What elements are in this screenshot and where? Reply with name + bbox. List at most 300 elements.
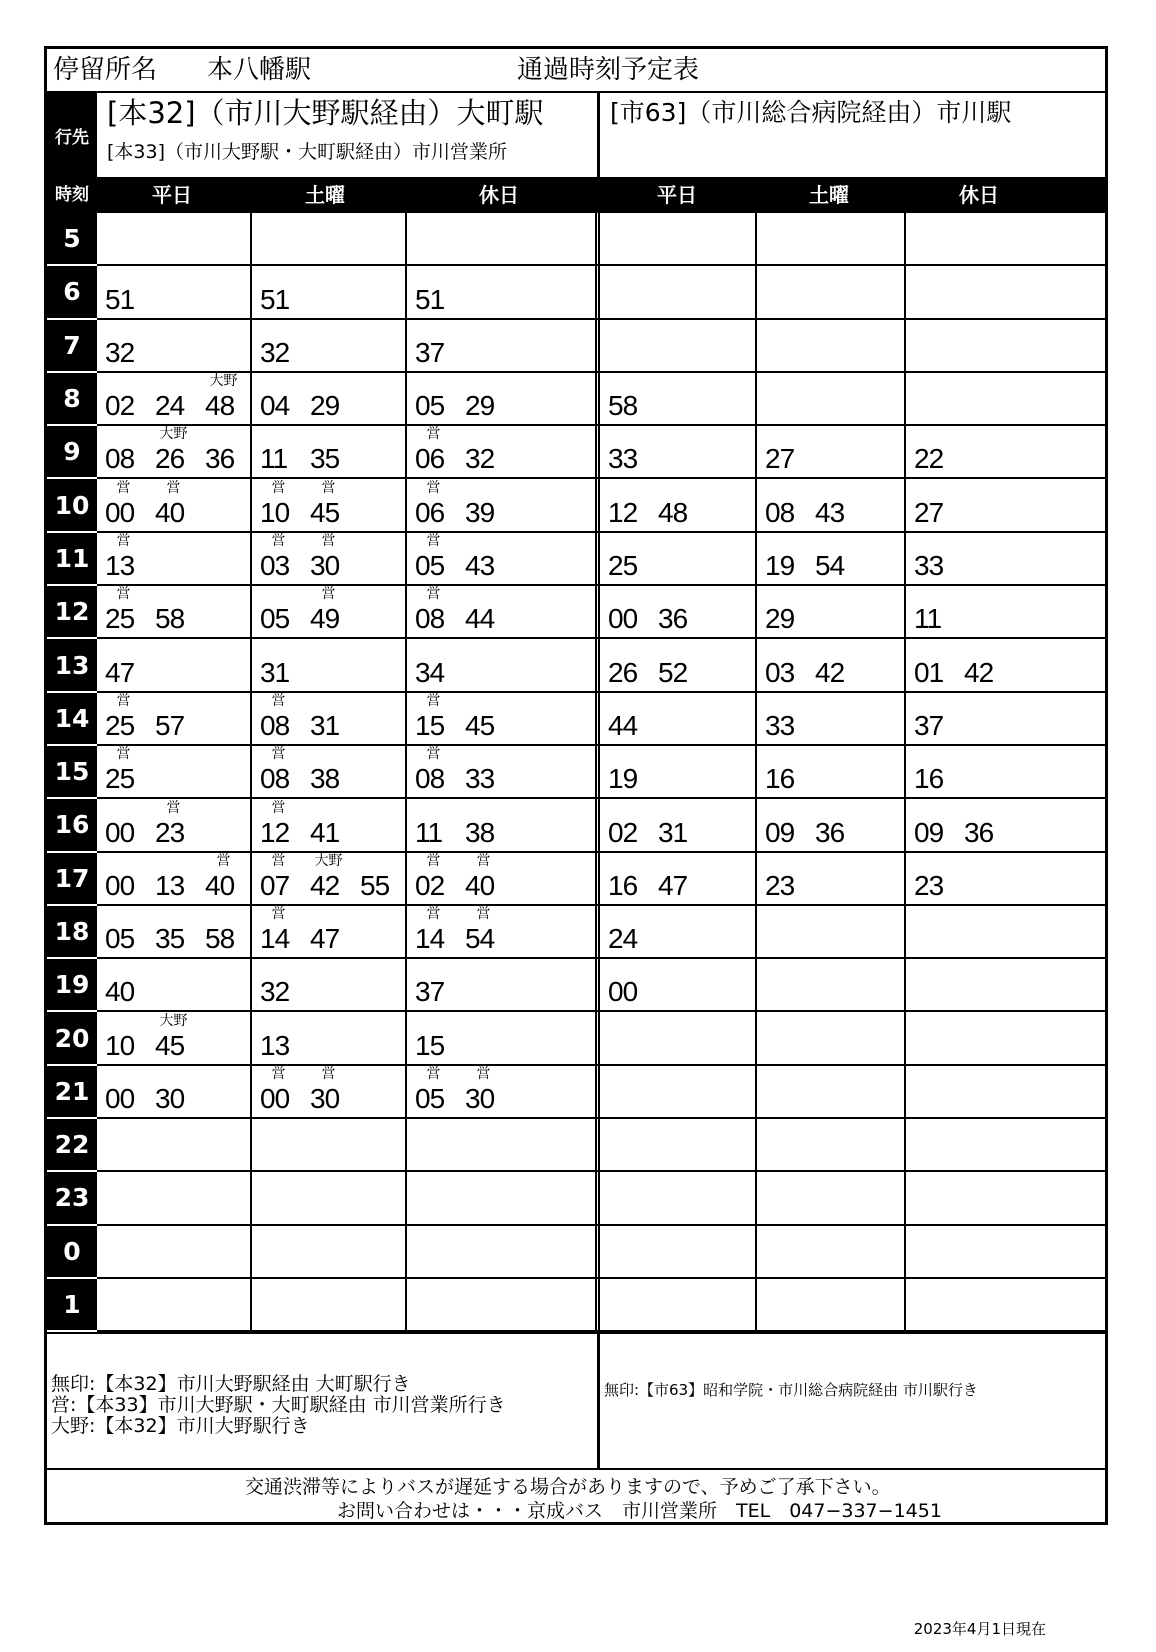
hour-row xyxy=(47,1226,1105,1279)
departure-time xyxy=(260,1030,297,1062)
departure-time xyxy=(608,976,645,1008)
route-marker: 営 xyxy=(321,585,336,602)
departure-time xyxy=(260,691,297,742)
left-holiday-cell xyxy=(407,373,600,424)
departure-minute: 41 xyxy=(310,816,340,848)
left-saturday-cell xyxy=(252,959,407,1010)
departure-minute: 38 xyxy=(310,763,340,795)
left-weekday-cell xyxy=(97,586,252,637)
departure-minute: 04 xyxy=(260,390,290,422)
hour-row xyxy=(47,533,1105,586)
right-holiday-cell xyxy=(906,853,1105,904)
route-marker: 営 xyxy=(426,745,441,762)
route-marker: 営 xyxy=(476,851,491,868)
route-ichi63-destination: [市63]（市川総合病院経由）市川駅 xyxy=(610,98,1012,127)
departure-time xyxy=(765,657,802,689)
departure-minute: 13 xyxy=(105,550,135,582)
left-saturday-cell xyxy=(252,479,407,530)
departure-minute: 23 xyxy=(914,869,944,901)
hour-label: 7 xyxy=(47,320,97,373)
hour-row xyxy=(47,1279,1105,1332)
departure-minute: 55 xyxy=(360,869,390,901)
departure-minute: 25 xyxy=(608,550,638,582)
departure-minute: 31 xyxy=(260,656,290,688)
departure-time xyxy=(608,710,645,742)
left-holiday-cell xyxy=(407,1172,600,1223)
left-weekday-cell xyxy=(97,959,252,1010)
departure-minute: 35 xyxy=(310,443,340,475)
departure-time xyxy=(608,443,645,475)
departure-minute: 58 xyxy=(608,390,638,422)
departure-time xyxy=(105,443,142,475)
departure-minute: 00 xyxy=(105,496,135,528)
departure-minute: 36 xyxy=(205,443,235,475)
departure-minute: 08 xyxy=(415,763,445,795)
departure-minute: 16 xyxy=(914,763,944,795)
departure-time xyxy=(260,603,297,635)
departure-time xyxy=(310,532,347,582)
left-weekday-cell xyxy=(97,266,252,317)
hour-row xyxy=(47,320,1105,373)
right-weekday-cell xyxy=(600,213,757,264)
hour-label: 15 xyxy=(47,746,97,799)
departure-time xyxy=(155,870,192,902)
departure-time xyxy=(105,657,142,689)
route-marker: 営 xyxy=(271,905,286,922)
departure-minute: 00 xyxy=(105,1083,135,1115)
departure-minute: 23 xyxy=(765,869,795,901)
departure-minute: 05 xyxy=(105,923,135,955)
left-weekday-cell xyxy=(97,426,252,477)
legend-item-ichi63: 無印:【市63】昭和学院・市川総合病院経由 市川駅行き xyxy=(604,1381,978,1400)
departure-minute: 43 xyxy=(815,496,845,528)
left-saturday-cell xyxy=(252,1226,407,1277)
right-holiday-cell xyxy=(906,1279,1105,1330)
departure-time xyxy=(415,691,452,742)
time-column-header: 時刻 xyxy=(55,185,89,205)
departure-minute: 16 xyxy=(765,763,795,795)
route-marker: 営 xyxy=(271,1065,286,1082)
right-holiday-cell xyxy=(906,1226,1105,1277)
legend-left xyxy=(47,1334,600,1468)
departure-time xyxy=(155,923,192,955)
departure-time xyxy=(205,851,242,902)
departure-minute: 22 xyxy=(914,443,944,475)
left-weekday-cell xyxy=(97,533,252,584)
notice xyxy=(47,1470,1105,1522)
route-marker: 営 xyxy=(271,691,286,708)
departure-minute: 32 xyxy=(105,336,135,368)
left-holiday-cell xyxy=(407,533,600,584)
departure-time xyxy=(105,817,142,849)
right-weekday-cell xyxy=(600,693,757,744)
departure-minute: 25 xyxy=(105,709,135,741)
departure-time xyxy=(260,905,297,955)
departure-minute: 16 xyxy=(608,869,638,901)
left-weekday-cell xyxy=(97,373,252,424)
hour-row xyxy=(47,1172,1105,1225)
departure-time xyxy=(415,532,452,582)
left-holiday-cell xyxy=(407,639,600,690)
left-holiday-cell xyxy=(407,906,600,957)
departure-minute: 37 xyxy=(415,976,445,1008)
right-holiday-cell xyxy=(906,320,1105,371)
departure-time xyxy=(360,870,397,902)
right-weekday-cell xyxy=(600,853,757,904)
departure-time xyxy=(415,425,452,475)
left-holiday-cell xyxy=(407,693,600,744)
departure-time xyxy=(105,691,142,742)
right-weekday-header: 平日 xyxy=(657,183,697,207)
departure-time xyxy=(914,657,951,689)
departure-time xyxy=(260,851,297,902)
hour-label: 12 xyxy=(47,586,97,639)
hour-label: 14 xyxy=(47,693,97,746)
legend-item-ei: 営:【本33】市川大野駅・大町駅経由 市川営業所行き xyxy=(51,1394,506,1417)
departure-minute: 52 xyxy=(658,656,688,688)
departure-time xyxy=(310,1065,347,1115)
departure-time xyxy=(415,657,452,689)
departure-minute: 09 xyxy=(914,816,944,848)
departure-minute: 44 xyxy=(608,709,638,741)
right-saturday-header: 土曜 xyxy=(809,183,849,207)
departure-minute: 30 xyxy=(155,1083,185,1115)
contact-info: お問い合わせは・・・京成バス 市川営業所 TEL 047−337−1451 xyxy=(337,1500,942,1523)
right-holiday-cell xyxy=(906,1119,1105,1170)
hour-row xyxy=(47,586,1105,639)
right-weekday-cell xyxy=(600,373,757,424)
departure-time xyxy=(964,817,1001,849)
right-holiday-cell xyxy=(906,906,1105,957)
route-marker: 営 xyxy=(426,585,441,602)
departure-minute: 36 xyxy=(815,816,845,848)
right-weekday-cell xyxy=(600,1172,757,1223)
departure-minute: 12 xyxy=(260,816,290,848)
departure-minute: 02 xyxy=(608,816,638,848)
route-marker: 営 xyxy=(271,745,286,762)
right-holiday-cell xyxy=(906,1066,1105,1117)
departure-time xyxy=(310,710,347,742)
route-marker: 営 xyxy=(116,585,131,602)
departure-time xyxy=(608,497,645,529)
departure-time xyxy=(914,763,951,795)
route-marker: 営 xyxy=(476,905,491,922)
departure-time xyxy=(658,870,695,902)
hour-row xyxy=(47,373,1105,426)
hour-label: 10 xyxy=(47,479,97,532)
departure-time xyxy=(105,478,142,529)
departure-minute: 39 xyxy=(465,496,495,528)
right-saturday-cell xyxy=(757,586,906,637)
departure-minute: 45 xyxy=(310,496,340,528)
hour-row xyxy=(47,266,1105,319)
left-saturday-cell xyxy=(252,320,407,371)
hour-label: 11 xyxy=(47,533,97,586)
hour-label: 13 xyxy=(47,639,97,692)
departure-time xyxy=(415,478,452,529)
left-holiday-cell xyxy=(407,479,600,530)
departure-time xyxy=(260,478,297,529)
route-hon33-destination: [本33]（市川大野駅・大町駅経由）市川営業所 xyxy=(107,141,508,163)
hour-label: 21 xyxy=(47,1066,97,1119)
hour-label: 8 xyxy=(47,373,97,426)
departure-time xyxy=(415,390,452,422)
destination-row xyxy=(47,93,1105,177)
departure-minute: 08 xyxy=(765,496,795,528)
hour-label: 19 xyxy=(47,959,97,1012)
departure-time xyxy=(765,443,802,475)
departure-minute: 11 xyxy=(415,816,443,848)
hour-row xyxy=(47,639,1105,692)
hour-row xyxy=(47,213,1105,266)
right-saturday-cell xyxy=(757,746,906,797)
departure-time xyxy=(105,1083,142,1115)
right-weekday-cell xyxy=(600,266,757,317)
hour-label: 18 xyxy=(47,906,97,959)
left-holiday-cell xyxy=(407,1066,600,1117)
departure-minute: 24 xyxy=(608,923,638,955)
left-saturday-cell xyxy=(252,1279,407,1330)
departure-minute: 47 xyxy=(310,923,340,955)
departure-time xyxy=(155,1011,192,1062)
route-marker: 営 xyxy=(271,851,286,868)
hour-row xyxy=(47,906,1105,959)
route-marker: 営 xyxy=(426,532,441,549)
hour-label: 20 xyxy=(47,1012,97,1065)
left-saturday-cell xyxy=(252,586,407,637)
hour-label: 6 xyxy=(47,266,97,319)
left-weekday-cell xyxy=(97,1012,252,1063)
departure-time xyxy=(465,443,502,475)
departure-minute: 30 xyxy=(310,550,340,582)
left-saturday-cell xyxy=(252,213,407,264)
left-saturday-header: 土曜 xyxy=(305,183,345,207)
departure-minute: 29 xyxy=(310,390,340,422)
departure-minute: 40 xyxy=(105,976,135,1008)
stop-label: 停留所名 xyxy=(53,55,158,85)
departure-time xyxy=(155,798,192,849)
departure-time xyxy=(105,976,142,1008)
departure-minute: 02 xyxy=(415,869,445,901)
right-holiday-cell xyxy=(906,693,1105,744)
departure-minute: 51 xyxy=(415,283,445,315)
destination-label: 行先 xyxy=(47,93,97,177)
departure-minute: 05 xyxy=(415,550,445,582)
departure-time xyxy=(914,817,951,849)
route-marker: 営 xyxy=(426,905,441,922)
route-marker: 営 xyxy=(271,798,286,815)
departure-time xyxy=(205,923,242,955)
right-saturday-cell xyxy=(757,906,906,957)
departure-minute: 51 xyxy=(105,283,135,315)
route-marker: 営 xyxy=(476,1065,491,1082)
right-weekday-cell xyxy=(600,320,757,371)
route-marker: 大野 xyxy=(314,851,343,868)
right-saturday-cell xyxy=(757,853,906,904)
legend-row xyxy=(47,1332,1105,1470)
departure-time xyxy=(765,870,802,902)
departure-minute: 06 xyxy=(415,496,445,528)
departure-time xyxy=(465,603,502,635)
departure-time xyxy=(260,976,297,1008)
left-holiday-cell xyxy=(407,213,600,264)
route-hon32-destination: [本32]（市川大野駅経由）大町駅 xyxy=(107,96,544,130)
left-weekday-cell xyxy=(97,213,252,264)
right-holiday-cell xyxy=(906,746,1105,797)
left-holiday-cell xyxy=(407,746,600,797)
departure-minute: 00 xyxy=(608,976,638,1008)
departure-time xyxy=(260,337,297,369)
departure-time xyxy=(260,532,297,582)
departure-minute: 13 xyxy=(155,869,185,901)
departure-minute: 38 xyxy=(465,816,495,848)
departure-minute: 00 xyxy=(105,869,135,901)
hour-row xyxy=(47,959,1105,1012)
departure-minute: 49 xyxy=(310,603,340,635)
hour-label: 5 xyxy=(47,213,97,266)
right-saturday-cell xyxy=(757,479,906,530)
stop-name: 本八幡駅 xyxy=(207,55,312,85)
departure-minute: 48 xyxy=(205,390,235,422)
departure-time xyxy=(415,1030,452,1062)
departure-time xyxy=(310,390,347,422)
right-saturday-cell xyxy=(757,266,906,317)
route-marker: 営 xyxy=(321,1065,336,1082)
departure-time xyxy=(310,478,347,529)
departure-time xyxy=(815,657,852,689)
departure-minute: 45 xyxy=(465,709,495,741)
departure-time xyxy=(465,817,502,849)
departure-time xyxy=(310,817,347,849)
route-marker: 営 xyxy=(426,478,441,495)
right-saturday-cell xyxy=(757,693,906,744)
departure-minute: 33 xyxy=(765,709,795,741)
departure-time xyxy=(765,710,802,742)
hour-label: 17 xyxy=(47,853,97,906)
departure-minute: 19 xyxy=(608,763,638,795)
departure-time xyxy=(415,745,452,795)
departure-minute: 33 xyxy=(608,443,638,475)
left-weekday-cell xyxy=(97,479,252,530)
departure-minute: 42 xyxy=(310,869,340,901)
right-weekday-cell xyxy=(600,1066,757,1117)
departure-minute: 33 xyxy=(465,763,495,795)
hour-row xyxy=(47,426,1105,479)
departure-time xyxy=(465,550,502,582)
right-weekday-cell xyxy=(600,1012,757,1063)
left-saturday-cell xyxy=(252,639,407,690)
hour-row xyxy=(47,479,1105,532)
hour-row xyxy=(47,853,1105,906)
departure-minute: 42 xyxy=(964,656,994,688)
departure-minute: 58 xyxy=(205,923,235,955)
right-holiday-cell xyxy=(906,1172,1105,1223)
departure-time xyxy=(310,443,347,475)
right-saturday-cell xyxy=(757,799,906,850)
route-marker: 大野 xyxy=(159,425,188,442)
departure-time xyxy=(765,603,802,635)
hour-label: 1 xyxy=(47,1279,97,1332)
departure-time xyxy=(205,443,242,475)
right-holiday-header: 休日 xyxy=(959,183,999,207)
route-marker: 営 xyxy=(426,425,441,442)
right-weekday-cell xyxy=(600,746,757,797)
departure-minute: 05 xyxy=(415,1083,445,1115)
departure-minute: 36 xyxy=(658,603,688,635)
departure-time xyxy=(415,851,452,902)
right-saturday-cell xyxy=(757,533,906,584)
route-marker: 営 xyxy=(271,478,286,495)
departure-minute: 47 xyxy=(105,656,135,688)
departure-minute: 08 xyxy=(105,443,135,475)
left-holiday-cell xyxy=(407,1226,600,1277)
right-holiday-cell xyxy=(906,479,1105,530)
departure-time xyxy=(155,603,192,635)
route-marker: 営 xyxy=(166,478,181,495)
right-holiday-cell xyxy=(906,533,1105,584)
departure-time xyxy=(608,550,645,582)
right-saturday-cell xyxy=(757,373,906,424)
departure-minute: 31 xyxy=(310,709,340,741)
departure-minute: 33 xyxy=(914,550,944,582)
right-weekday-cell xyxy=(600,1279,757,1330)
departure-time xyxy=(465,905,502,955)
departure-time xyxy=(765,497,802,529)
left-saturday-cell xyxy=(252,693,407,744)
departure-time xyxy=(914,603,951,635)
as-of-date: 2023年4月1日現在 xyxy=(913,1620,1046,1638)
departure-time xyxy=(415,1065,452,1115)
departure-time xyxy=(260,390,297,422)
departure-minute: 51 xyxy=(260,283,290,315)
departure-time xyxy=(914,870,951,902)
left-holiday-cell xyxy=(407,320,600,371)
departure-time xyxy=(105,923,142,955)
left-saturday-cell xyxy=(252,266,407,317)
departure-time xyxy=(608,763,645,795)
right-holiday-cell xyxy=(906,373,1105,424)
destination-right xyxy=(600,93,1105,177)
departure-minute: 58 xyxy=(155,603,185,635)
departure-minute: 11 xyxy=(260,443,288,475)
departure-minute: 05 xyxy=(415,390,445,422)
left-holiday-cell xyxy=(407,426,600,477)
departure-minute: 44 xyxy=(465,603,495,635)
right-weekday-cell xyxy=(600,1226,757,1277)
departure-time xyxy=(260,745,297,795)
departure-minute: 37 xyxy=(914,709,944,741)
departure-minute: 30 xyxy=(465,1083,495,1115)
departure-time xyxy=(608,603,645,635)
document-title: 通過時刻予定表 xyxy=(517,55,700,85)
left-weekday-cell xyxy=(97,1066,252,1117)
left-saturday-cell xyxy=(252,1066,407,1117)
hour-row xyxy=(47,1119,1105,1172)
departure-time xyxy=(415,284,452,316)
departure-minute: 12 xyxy=(608,496,638,528)
departure-time xyxy=(815,550,852,582)
departure-time xyxy=(260,1065,297,1115)
departure-minute: 32 xyxy=(465,443,495,475)
departure-time xyxy=(105,284,142,316)
left-weekday-cell xyxy=(97,1279,252,1330)
right-saturday-cell xyxy=(757,1226,906,1277)
left-holiday-cell xyxy=(407,799,600,850)
departure-minute: 29 xyxy=(765,603,795,635)
left-weekday-cell xyxy=(97,853,252,904)
right-holiday-cell xyxy=(906,1012,1105,1063)
departure-minute: 26 xyxy=(155,443,185,475)
